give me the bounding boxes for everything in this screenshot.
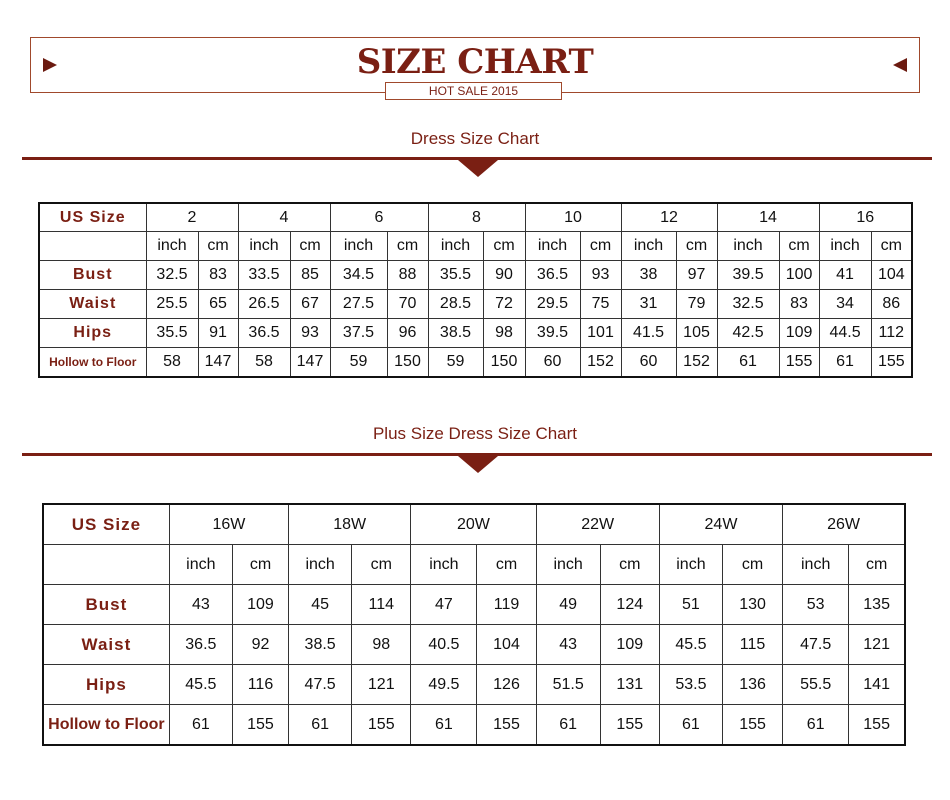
value-cell: 124 (600, 585, 659, 625)
value-cell: 97 (676, 261, 717, 290)
measurement-row (43, 625, 905, 665)
value-cell: 37.5 (330, 319, 387, 348)
value-cell: 49 (536, 585, 600, 625)
triangle-down-icon (458, 160, 498, 177)
value-cell: 121 (352, 665, 411, 705)
unit-cm-cell: cm (722, 545, 782, 585)
row-label: Hollow to Floor (39, 348, 146, 378)
value-cell: 115 (722, 625, 782, 665)
measurement-row (43, 665, 905, 705)
unit-inch-cell: inch (717, 232, 779, 261)
value-cell: 49.5 (411, 665, 477, 705)
value-cell: 43 (169, 585, 232, 625)
value-cell: 114 (352, 585, 411, 625)
value-cell: 147 (290, 348, 330, 378)
measurement-row (39, 348, 912, 378)
value-cell: 79 (676, 290, 717, 319)
unit-inch-cell: inch (146, 232, 198, 261)
value-cell: 130 (722, 585, 782, 625)
value-cell: 92 (232, 625, 288, 665)
value-cell: 126 (477, 665, 536, 705)
size-header-cell: 2 (146, 203, 238, 232)
unit-cm-cell: cm (290, 232, 330, 261)
measurement-row (39, 290, 912, 319)
value-cell: 83 (198, 261, 238, 290)
unit-inch-cell: inch (169, 545, 232, 585)
us-size-label: US Size (43, 504, 169, 545)
unit-cm-cell: cm (477, 545, 536, 585)
value-cell: 61 (783, 705, 849, 746)
unit-inch-cell: inch (428, 232, 483, 261)
value-cell: 58 (238, 348, 290, 378)
value-cell: 67 (290, 290, 330, 319)
value-cell: 61 (169, 705, 232, 746)
size-header-cell: 4 (238, 203, 330, 232)
value-cell: 28.5 (428, 290, 483, 319)
plus-size-table (42, 503, 906, 746)
value-cell: 93 (580, 261, 621, 290)
value-cell: 36.5 (238, 319, 290, 348)
value-cell: 121 (849, 625, 905, 665)
value-cell: 60 (621, 348, 676, 378)
value-cell: 109 (232, 585, 288, 625)
value-cell: 109 (779, 319, 819, 348)
size-header-cell: 8 (428, 203, 525, 232)
value-cell: 34.5 (330, 261, 387, 290)
value-cell: 90 (483, 261, 525, 290)
value-cell: 112 (871, 319, 912, 348)
unit-header-row (43, 545, 905, 585)
value-cell: 53.5 (659, 665, 722, 705)
value-cell: 104 (871, 261, 912, 290)
value-cell: 40.5 (411, 625, 477, 665)
unit-cm-cell: cm (849, 545, 905, 585)
value-cell: 136 (722, 665, 782, 705)
value-cell: 91 (198, 319, 238, 348)
value-cell: 26.5 (238, 290, 290, 319)
row-label: Bust (39, 261, 146, 290)
value-cell: 75 (580, 290, 621, 319)
value-cell: 47 (411, 585, 477, 625)
value-cell: 61 (411, 705, 477, 746)
unit-cm-cell: cm (232, 545, 288, 585)
value-cell: 88 (387, 261, 428, 290)
value-cell: 34 (819, 290, 871, 319)
dress-size-table (38, 202, 913, 378)
value-cell: 155 (477, 705, 536, 746)
value-cell: 86 (871, 290, 912, 319)
measurement-row (39, 261, 912, 290)
value-cell: 100 (779, 261, 819, 290)
value-cell: 96 (387, 319, 428, 348)
value-cell: 38.5 (428, 319, 483, 348)
value-cell: 42.5 (717, 319, 779, 348)
unit-inch-cell: inch (411, 545, 477, 585)
value-cell: 85 (290, 261, 330, 290)
unit-cm-cell: cm (483, 232, 525, 261)
unit-cm-cell: cm (600, 545, 659, 585)
size-header-cell: 26W (783, 504, 905, 545)
empty-cell (39, 232, 146, 261)
value-cell: 155 (600, 705, 659, 746)
value-cell: 31 (621, 290, 676, 319)
value-cell: 105 (676, 319, 717, 348)
value-cell: 141 (849, 665, 905, 705)
value-cell: 35.5 (146, 319, 198, 348)
unit-inch-cell: inch (525, 232, 580, 261)
size-header-cell: 22W (536, 504, 659, 545)
value-cell: 59 (330, 348, 387, 378)
banner-subtitle: HOT SALE 2015 (385, 82, 562, 100)
value-cell: 104 (477, 625, 536, 665)
value-cell: 61 (536, 705, 600, 746)
value-cell: 51.5 (536, 665, 600, 705)
value-cell: 51 (659, 585, 722, 625)
size-header-cell: 12 (621, 203, 717, 232)
unit-inch-cell: inch (289, 545, 352, 585)
triangle-down-icon (458, 456, 498, 473)
value-cell: 109 (600, 625, 659, 665)
value-cell: 65 (198, 290, 238, 319)
banner-title: SIZE CHART (356, 42, 594, 82)
value-cell: 101 (580, 319, 621, 348)
value-cell: 45.5 (169, 665, 232, 705)
value-cell: 61 (659, 705, 722, 746)
size-header-cell: 20W (411, 504, 536, 545)
empty-cell (43, 545, 169, 585)
size-header-row (39, 203, 912, 232)
unit-cm-cell: cm (198, 232, 238, 261)
unit-cm-cell: cm (387, 232, 428, 261)
value-cell: 152 (580, 348, 621, 378)
unit-header-row (39, 232, 912, 261)
value-cell: 25.5 (146, 290, 198, 319)
value-cell: 61 (819, 348, 871, 378)
row-label: Waist (39, 290, 146, 319)
value-cell: 150 (483, 348, 525, 378)
value-cell: 32.5 (717, 290, 779, 319)
value-cell: 60 (525, 348, 580, 378)
unit-cm-cell: cm (352, 545, 411, 585)
unit-inch-cell: inch (621, 232, 676, 261)
value-cell: 98 (483, 319, 525, 348)
triangle-right-icon (893, 58, 907, 72)
value-cell: 32.5 (146, 261, 198, 290)
unit-cm-cell: cm (871, 232, 912, 261)
value-cell: 33.5 (238, 261, 290, 290)
value-cell: 38 (621, 261, 676, 290)
value-cell: 70 (387, 290, 428, 319)
unit-cm-cell: cm (779, 232, 819, 261)
value-cell: 131 (600, 665, 659, 705)
row-label: Hollow to Floor (43, 705, 169, 746)
value-cell: 119 (477, 585, 536, 625)
size-header-cell: 24W (659, 504, 782, 545)
row-label: Waist (43, 625, 169, 665)
value-cell: 36.5 (525, 261, 580, 290)
value-cell: 38.5 (289, 625, 352, 665)
dress-chart-title: Dress Size Chart (410, 129, 540, 148)
value-cell: 41 (819, 261, 871, 290)
unit-cm-cell: cm (676, 232, 717, 261)
unit-inch-cell: inch (536, 545, 600, 585)
size-header-cell: 16W (169, 504, 288, 545)
size-header-cell: 6 (330, 203, 428, 232)
size-header-cell: 10 (525, 203, 621, 232)
value-cell: 155 (352, 705, 411, 746)
row-label: Bust (43, 585, 169, 625)
measurement-row (43, 585, 905, 625)
unit-inch-cell: inch (819, 232, 871, 261)
value-cell: 135 (849, 585, 905, 625)
value-cell: 72 (483, 290, 525, 319)
us-size-label: US Size (39, 203, 146, 232)
value-cell: 39.5 (525, 319, 580, 348)
value-cell: 147 (198, 348, 238, 378)
value-cell: 39.5 (717, 261, 779, 290)
value-cell: 152 (676, 348, 717, 378)
unit-cm-cell: cm (580, 232, 621, 261)
value-cell: 155 (779, 348, 819, 378)
value-cell: 155 (232, 705, 288, 746)
value-cell: 35.5 (428, 261, 483, 290)
unit-inch-cell: inch (783, 545, 849, 585)
value-cell: 55.5 (783, 665, 849, 705)
value-cell: 98 (352, 625, 411, 665)
size-header-cell: 18W (289, 504, 411, 545)
value-cell: 36.5 (169, 625, 232, 665)
row-label: Hips (39, 319, 146, 348)
value-cell: 155 (722, 705, 782, 746)
value-cell: 93 (290, 319, 330, 348)
value-cell: 116 (232, 665, 288, 705)
measurement-row (39, 319, 912, 348)
size-header-cell: 14 (717, 203, 819, 232)
value-cell: 59 (428, 348, 483, 378)
value-cell: 61 (717, 348, 779, 378)
size-header-cell: 16 (819, 203, 912, 232)
value-cell: 47.5 (783, 625, 849, 665)
unit-inch-cell: inch (659, 545, 722, 585)
value-cell: 45.5 (659, 625, 722, 665)
value-cell: 41.5 (621, 319, 676, 348)
value-cell: 43 (536, 625, 600, 665)
value-cell: 150 (387, 348, 428, 378)
unit-inch-cell: inch (330, 232, 387, 261)
value-cell: 83 (779, 290, 819, 319)
value-cell: 155 (849, 705, 905, 746)
measurement-row (43, 705, 905, 746)
size-chart-banner (30, 37, 920, 98)
value-cell: 58 (146, 348, 198, 378)
size-header-row (43, 504, 905, 545)
unit-inch-cell: inch (238, 232, 290, 261)
value-cell: 45 (289, 585, 352, 625)
plus-chart-title: Plus Size Dress Size Chart (372, 424, 578, 443)
value-cell: 61 (289, 705, 352, 746)
value-cell: 44.5 (819, 319, 871, 348)
value-cell: 53 (783, 585, 849, 625)
value-cell: 47.5 (289, 665, 352, 705)
value-cell: 155 (871, 348, 912, 378)
value-cell: 29.5 (525, 290, 580, 319)
value-cell: 27.5 (330, 290, 387, 319)
row-label: Hips (43, 665, 169, 705)
